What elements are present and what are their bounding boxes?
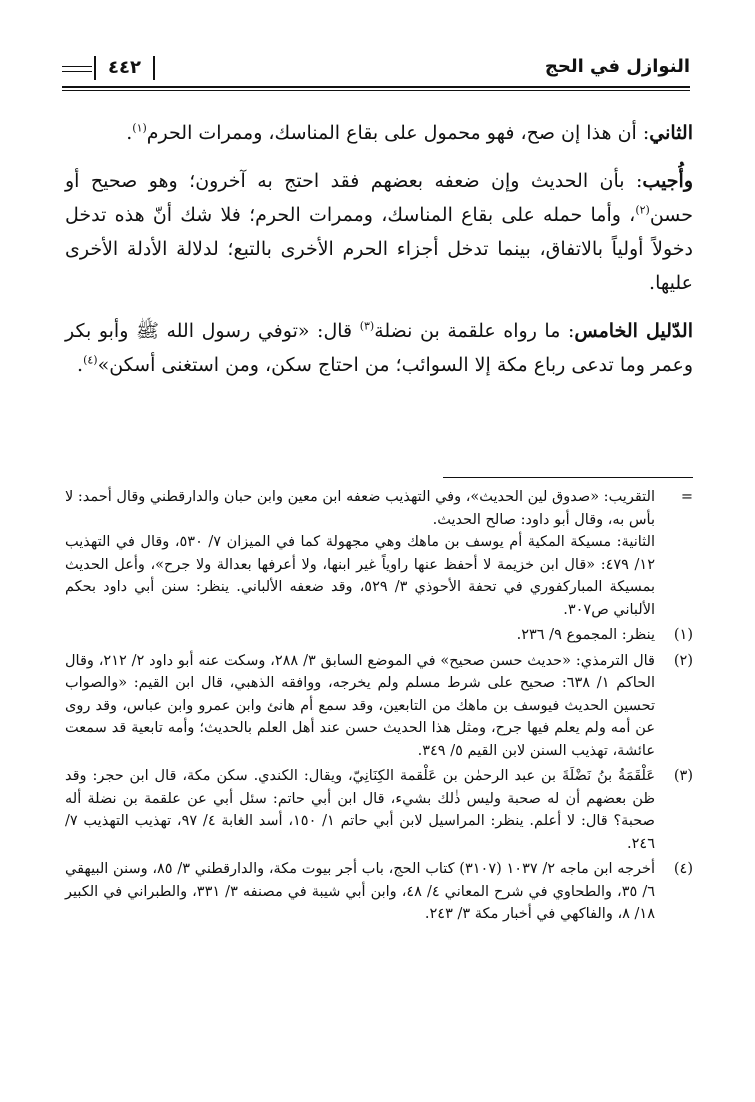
footnote-ref: (٣) [359,319,375,333]
paragraph-lead: الدّليل الخامس [574,320,693,342]
footnote [65,486,693,621]
footnote-text: عَلْقَمَةُ بنُ نَضْلَةَ بن عبد الرحمٰن بن عَلْقمة الكِنَانِيّ، ويقال: الكندي. سكن مكة، قال ابن حجر: وقد ظن بعضهم أن له صحبة وليس ذٰلك بشيء، قال ابن أبي حاتم: سئل أبي عن علقمة بن نضلة أله صحبة؟ قال: لا أعلم. ينظر: المراسيل لابن أبي حاتم ١/ ١٥٠، أسد الغابة ٤/ ٩٧، تهذيب التهذيب ٧/ ٢٤٦. [65,768,655,852]
paragraph-text: . [77,354,84,376]
footnote [65,650,693,763]
footnote-mark: (٢) [673,652,693,669]
footnote-body [65,486,655,621]
main-text [65,116,693,396]
running-title: النوازل في الحج [544,56,690,77]
footnote-body [65,650,655,763]
paragraph-text: : بأن الحديث وإن ضعفه بعضهم فقد احتج به آخرون؛ وهو صحيح أو حسن [65,170,693,226]
footnote-mark: (١) [673,627,693,643]
header-rule [62,86,690,88]
paragraph-text: . [126,122,133,144]
footnote [65,765,693,855]
paragraph [65,116,693,150]
paragraph-lead: وأُجيب [642,170,693,192]
footnote-mark: (٤) [673,861,693,877]
header-ornament-line [62,66,92,67]
footnote-ref: (٤) [83,353,98,367]
footnote-body [65,858,655,926]
footnote-separator [443,477,693,478]
footnote-text: التقريب: «صدوق لين الحديث»، وفي التهذيب ضعفه ابن معين وابن حبان والدارقطني وقال أحمد: لا بأس به، وقال أبو داود: صالح الحديث. [65,489,655,528]
footnote-mark: (٣) [673,768,693,784]
footnote-body [65,765,655,855]
paragraph [65,164,693,300]
paragraph [65,314,693,382]
footnotes [65,486,693,929]
paragraph-text: : أن هذا إن صح، فهو محمول على بقاع المناسك، وممرات الحرم [146,122,650,144]
footnote [65,858,693,926]
footnote-body [65,624,655,647]
paragraph-text: ، وأما حمله على بقاع المناسك، وممرات الحرم؛ فلا شك أنّ هذه تدخل دخولاً أولياً بالاتفاق، بينما تدخل أجزاء الحرم الأخرى بالتبع؛ لدلالة الأدلة الأخرى عليها. [65,204,693,294]
footnote-text: ينظر: المجموع ٩/ ٢٣٦. [516,627,655,643]
footnote-text: قال الترمذي: «حديث حسن صحيح» في الموضع السابق ٣/ ٢٨٨، وسكت عنه أبو داود ٢/ ٢١٢، وقال الحاكم ١/ ٦٣٨: صحيح على شرط مسلم ولم يخرجه، ووافقه الذهبي، قال ابن القيم: «والصواب تحسين الحديث فيوسف بن ماهك من التابعين، وقد سمع أم هانئ وابن عمرو وابن عباس، وقد روى عن أمه ولم يعلم فيها جرح، ومثل هذا الحديث حسن عند أهل العلم بالحديث؛ وأمه تابعية قد سمعت عائشة، تهذيب السنن لابن القيم ٥/ ٣٤٩. [65,652,655,759]
footnote-text: الثانية: مسيكة المكية أم يوسف بن ماهك وهي مجهولة كما في الميزان ٧/ ٥٣٠، وقال في التهذيب ١٢/ ٤٧٩: «قال ابن خزيمة لا أحفظ عنها راوياً غير ابنها، ولا أعرفها بعدالة ولا جرح»، وأعل الحديث بمسيكة المباركفوري في تحفة الأحوذي ٣/ ٥٢٩، وقد ضعفه الألباني. ينظر: سنن أبي داود بحكم الألباني ص٣٠٧. [65,534,656,618]
footnote-ref: (١) [132,121,147,135]
header-ornament-line [62,71,92,72]
paragraph-text: : ما رواه علقمة بن نضلة [374,320,575,342]
header-rule [62,90,690,91]
footnote [65,624,693,647]
footnote-mark: = [680,489,693,505]
paragraph-text: قال: «توفي رسول الله ﷺ وأبو بكر وعمر وما تدعى رباع مكة إلا السوائب؛ من احتاج سكن، ومن استغنى أسكن» [65,320,693,376]
footnote-text: أخرجه ابن ماجه ٢/ ١٠٣٧ (٣١٠٧) كتاب الحج، باب أجر بيوت مكة، والدارقطني ٣/ ٨٥، وسنن البيهقي ٦/ ٣٥، والطحاوي في شرح المعاني ٤/ ٤٨، وابن أبي شيبة في مصنفه ٣/ ٣٣١، والطبراني في الكبير ١٨/ ٨، والفاكهي في أخبار مكة ٣/ ٢٤٣. [65,861,656,922]
paragraph-lead: الثاني [649,122,693,144]
page-number: ٤٤٢ [94,56,155,80]
page-header [62,48,690,90]
footnote-ref: (٢) [635,203,650,217]
